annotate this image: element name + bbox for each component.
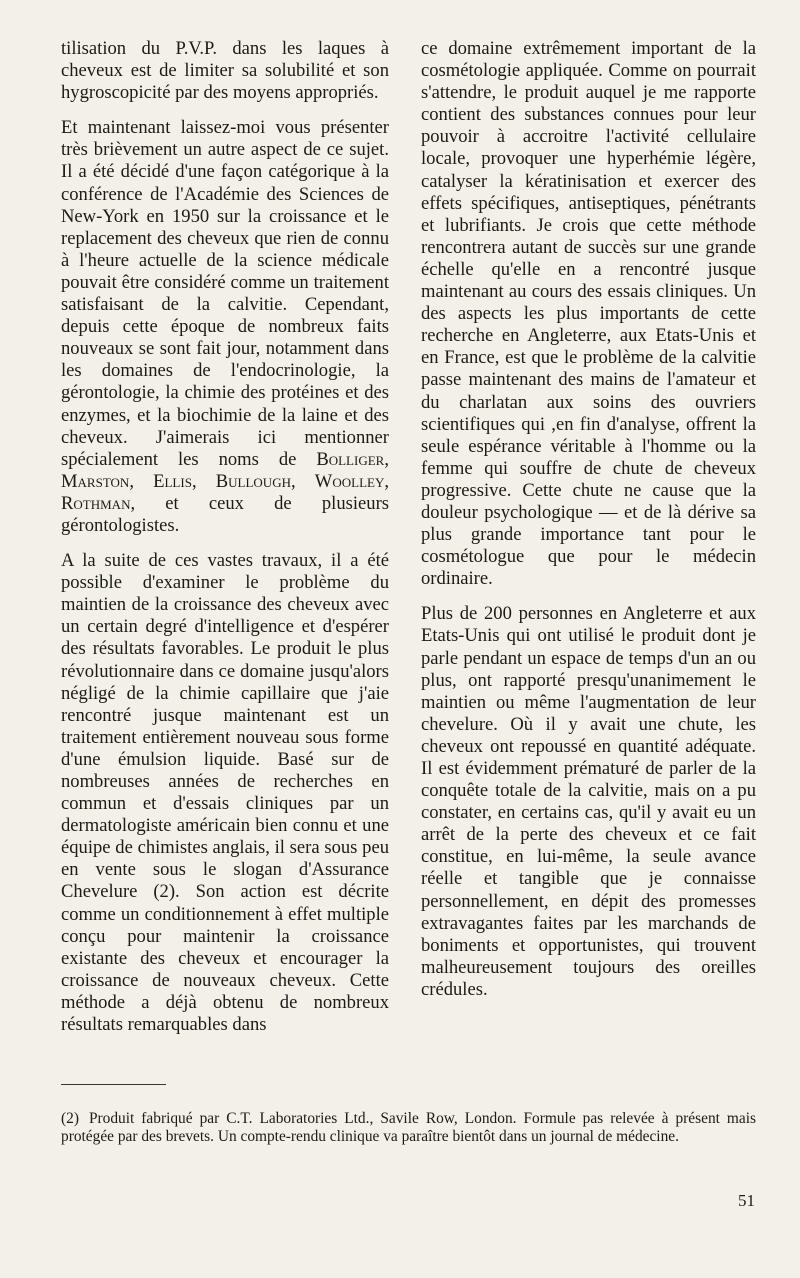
right-column [421, 38, 756, 1014]
footnote-text: Produit fabriqué par C.T. Laboratories Ltd., Savile Row, London. Formule pas relevée à présent mais protégée par des brevets. Un compte-rendu clinique va paraître bientôt dans un journal de médecine. [61, 1110, 756, 1145]
left-paragraph-2 [61, 117, 389, 537]
author-name: Bullough [215, 470, 291, 492]
separator: , [191, 470, 216, 492]
footnote-marker: (2) [61, 1110, 79, 1127]
page-number: 51 [738, 1191, 755, 1210]
author-name: Bolliger [316, 448, 385, 470]
separator: , [290, 470, 315, 492]
footnote-divider [61, 1084, 166, 1085]
separator: , [384, 470, 389, 492]
footnote [61, 1110, 756, 1146]
author-name: Woolley [314, 470, 385, 492]
left-paragraph-3: A la suite de ces vastes travaux, il a été possible d'examiner le problème du maintien de la croissance des cheveux avec un certain degré d'intelligence et d'espérer des résultats favorables. Le produit le plus révolutionnaire dans ce domaine jusqu'alors négligé de la chimie capillaire que j'aie rencontré jusque maintenant est un traitement entièrement nouveau sous forme d'une émulsion liquide. Basé sur de nombreuses années de recherches en commun et d'essais cliniques par un dermatologiste américain bien connu et une équipe de chimistes anglais, il sera sous peu en vente sous le slogan d'Assurance Chevelure (2). Son action est décrite comme un conditionnement à effet multiple conçu pour maintenir la croissance existante des cheveux et encourager la croissance de nouveaux cheveux. Cette méthode a déjà obtenu de nombreux résultats remarquables dans [61, 550, 389, 1036]
separator: , [129, 470, 154, 492]
left-paragraph-1: tilisation du P.V.P. dans les laques à cheveux est de limiter sa solubilité et son hygroscopicité par des moyens appropriés. [61, 38, 389, 104]
separator: , [384, 448, 389, 470]
left-paragraph-2-end: , et ceux de plusieurs gérontologistes. [61, 492, 389, 536]
author-name: Ellis [153, 470, 192, 492]
right-paragraph-1: ce domaine extrêmement important de la cosmétologie appliquée. Comme on pourrait s'attendre, le produit auquel je me rapporte contient des substances connues pour leur pouvoir à accroitre l'activité cellulaire locale, provoquer une hyperhémie légère, catalyser la kératinisation et exercer des effets spécifiques, antiseptiques, pénétrants et lubrifiants. Je crois que cette méthode rencontrera autant de succès sur une grande échelle qu'elle en a rencontré jusque maintenant au cours des essais cliniques. Un des aspects les plus importants de cette recherche en Angleterre, aux Etats-Unis et en France, est que le problème de la calvitie passe maintenant des mains de l'amateur et du charlatan aux soins des ouvriers scientifiques qui ,en fin d'analyse, offrent la seule espérance véritable à l'homme ou la femme qui souffre de chute de cheveux progressive. Cette chute ne cause que la douleur psychologique — et de là dérive sa plus grande importance tant pour le cosmétologue que pour le médecin ordinaire. [421, 38, 756, 590]
right-paragraph-2: Plus de 200 personnes en Angleterre et aux Etats-Unis qui ont utilisé le produit dont je parle pendant un espace de temps d'un an ou plus, ont rapporté presqu'unanimement le maintien ou même l'augmentation de leur chevelure. Où il y avait une chute, les cheveux ont repoussé en quantité adéquate. Il est évidemment prématuré de parler de la conquête totale de la calvitie, mais on a pu constater, en certains cas, qu'il y avait eu un arrêt de la perte des cheveux et ce fait constitue, en lui-même, la seule avance réelle et tangible que je connaisse personnellement, en dépit des promesses extravagantes faites par les marchands de boniments et opportunistes, qui trouvent malheureusement toujours des oreilles crédules. [421, 603, 756, 1000]
left-column [61, 38, 389, 1049]
author-name: Marston [61, 470, 130, 492]
author-name: Rothman [61, 492, 131, 514]
left-paragraph-2-text: Et maintenant laissez-moi vous présenter très brièvement un autre aspect de ce sujet. Il a été décidé d'une façon catégorique à la conférence de l'Académie des Sciences de New-York en 1950 sur la croissance et le replacement des cheveux que rien de connu à l'heure actuelle de la science médicale pouvait être considéré comme un traitement satisfaisant de la calvitie. Cependant, depuis cette époque de nombreux faits nouveaux se sont fait jour, notamment dans les domaines de l'endocrinologie, la gérontologie, la chimie des protéines et des enzymes, et la biochimie de la laine et des cheveux. J'aimerais ici mentionner spécialement les noms de [61, 117, 389, 470]
